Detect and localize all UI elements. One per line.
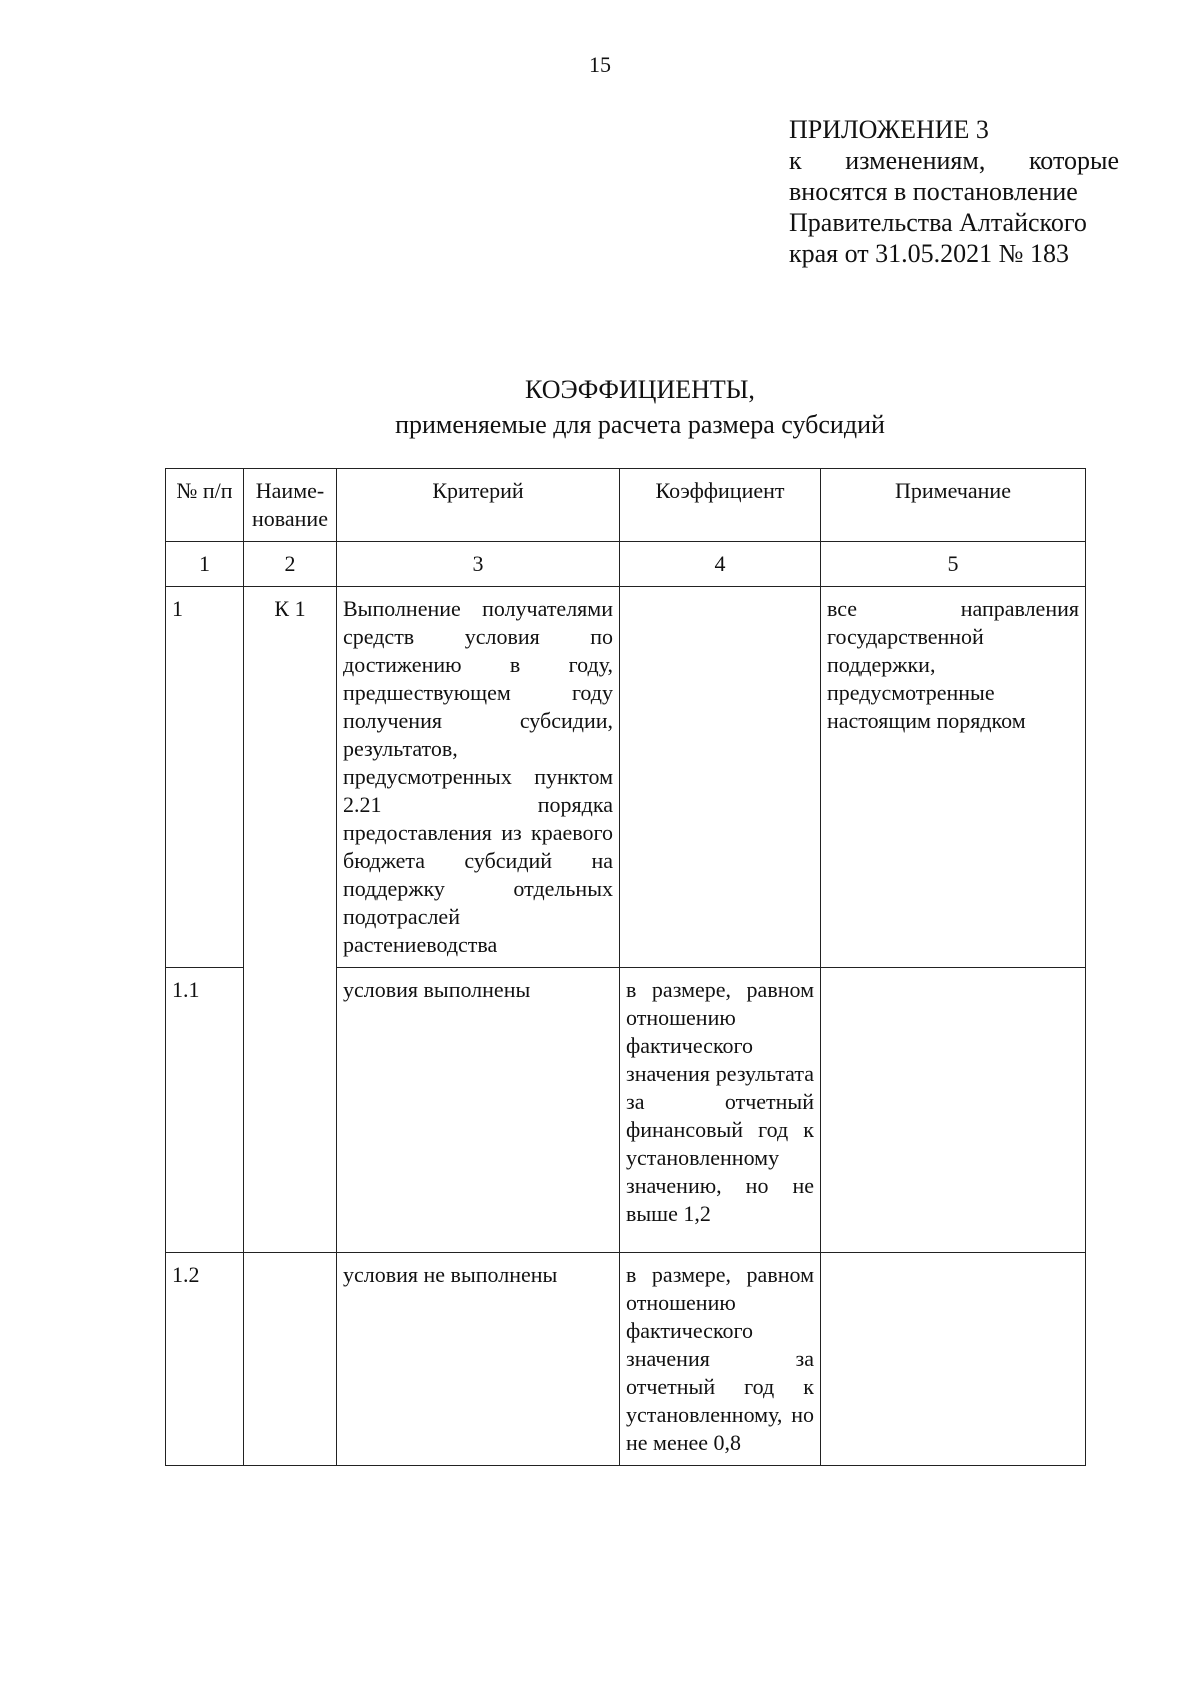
row-coefficient-cell: в размере, равном отношению фактического значения за отчетный год к установленному, но не менее 0,8 (620, 1253, 821, 1466)
appendix-title: ПРИЛОЖЕНИЕ 3 (789, 115, 989, 144)
row-name-cell: К 1 (244, 587, 337, 968)
appendix-line-4: края от 31.05.2021 № 183 (789, 239, 1069, 268)
column-number-cell: 3 (337, 542, 620, 587)
row-criterion-cell: условия не выполнены (337, 1253, 620, 1466)
column-number-cell: 4 (620, 542, 821, 587)
column-number-cell: 5 (821, 542, 1086, 587)
row-name-cell (244, 968, 337, 1253)
row-criterion-cell: условия выполнены (337, 968, 620, 1253)
appendix-block (789, 114, 1119, 269)
row-coefficient-cell: в размере, равном отношению фактического значения результата за отчетный финансовый год к установленному значению, но не выше 1,2 (620, 968, 821, 1253)
table-header-row (166, 469, 1086, 542)
document-subtitle: применяемые для расчета размера субсидий (395, 410, 885, 439)
appendix-line-3: Правительства Алтайского (789, 208, 1087, 237)
header-cell-coefficient: Коэффициент (620, 469, 821, 542)
column-number-row (166, 542, 1086, 587)
document-title: КОЭФФИЦИЕНТЫ, (525, 375, 755, 404)
header-cell-criterion: Критерий (337, 469, 620, 542)
page-number: 15 (589, 52, 611, 77)
coefficients-table (165, 468, 1086, 1466)
row-number-cell: 1.1 (166, 968, 244, 1253)
table-row (166, 1253, 1086, 1466)
header-cell-num: № п/п (166, 469, 244, 542)
row-name-cell (244, 1253, 337, 1466)
row-note-cell: все направления государственной поддержки, предусмотренные настоящим порядком (821, 587, 1086, 968)
document-title-block (0, 372, 1200, 442)
column-number-cell: 2 (244, 542, 337, 587)
column-number-cell: 1 (166, 542, 244, 587)
table-row (166, 968, 1086, 1253)
row-coefficient-cell (620, 587, 821, 968)
row-note-cell (821, 1253, 1086, 1466)
table-row (166, 587, 1086, 968)
header-cell-name: Наиме-нование (244, 469, 337, 542)
header-cell-note: Примечание (821, 469, 1086, 542)
appendix-line-1: к изменениям, которые (789, 146, 1119, 175)
appendix-line-2: вносятся в постановление (789, 177, 1078, 206)
row-number-cell: 1 (166, 587, 244, 968)
row-note-cell (821, 968, 1086, 1253)
row-number-cell: 1.2 (166, 1253, 244, 1466)
row-criterion-cell: Выполнение получателями средств условия по достижению в году, предшествующем году получения субсидии, результатов, предусмотренных пунктом 2.21 порядка предоставления из краевого бюджета субсидий на поддержку отдельных подотраслей растениеводства (337, 587, 620, 968)
